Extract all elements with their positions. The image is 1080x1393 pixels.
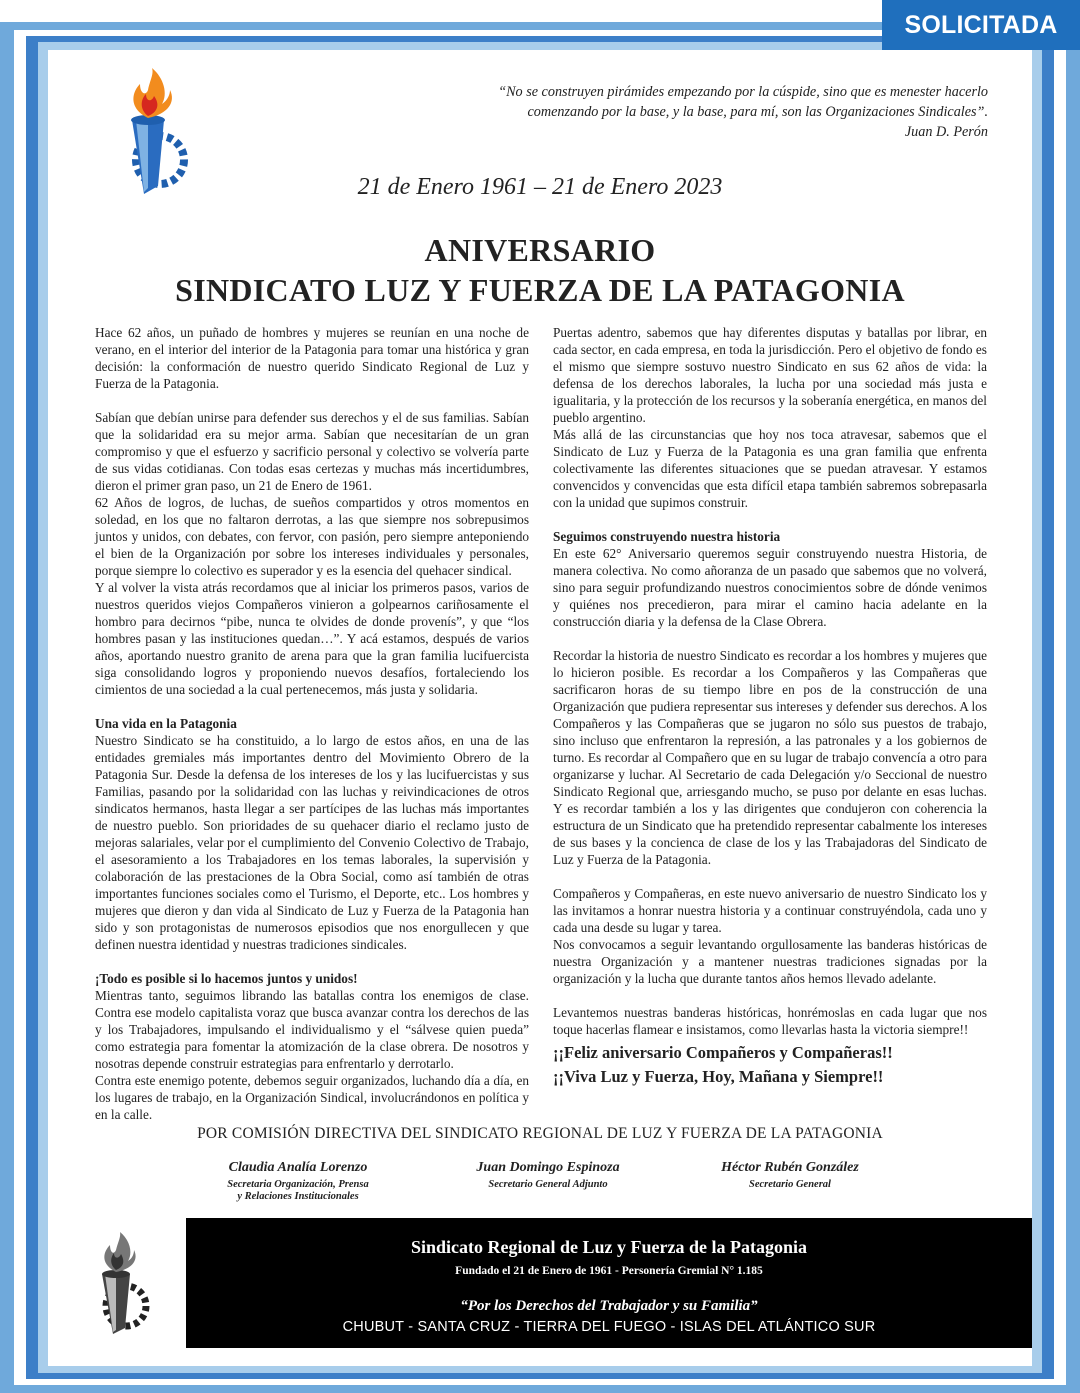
cheer-line-1: ¡¡Feliz aniversario Compañeros y Compañeras!! (553, 1043, 893, 1062)
signature-block (178, 1160, 418, 1203)
signatory-name: Juan Domingo Espinoza (476, 1160, 620, 1175)
commission-line: POR COMISIÓN DIRECTIVA DEL SINDICATO REGIONAL DE LUZ Y FUERZA DE LA PATAGONIA (197, 1125, 883, 1142)
quote-line-2: comenzando por la base, y la base, para mí, son las Organizaciones Sindicales”. (527, 104, 988, 120)
signatory-role: Secretaria Organización, Prensa (227, 1179, 369, 1190)
title-line-2: SINDICATO LUZ Y FUERZA DE LA PATAGONIA (175, 272, 905, 308)
section-heading: ¡Todo es posible si lo hacemos juntos y unidos! (95, 971, 358, 986)
paragraph: Sabían que debían unirse para defender sus derechos y el de sus familias. Sabían que la solidaridad era su mejor arma. Sabían que necesitarían de un gran compromiso y que el esfuerzo y sacrificio personal y colectivo se volvería parte de sus vidas cotidianas. Con todas esas certezas y muchas más incertidumbres, dieron el primer gran paso, un 21 de Enero de 1961. (95, 410, 529, 493)
footer-title: Sindicato Regional de Luz y Fuerza de la Patagonia (411, 1237, 807, 1257)
paragraph: Y al volver la vista atrás recordamos que al iniciar los primeros pasos, varios de nuestros queridos viejos Compañeros vinieron a golpearnos cariñosamente el hombro para decirnos “pibe, nunca te olvides de donde provenís”, y que “los hombres pasan y las instituciones quedan…”. Y acá estamos, después de varios años, aportando nuestro granito de arena para que la gran familia lucifuercista siga consolidando logros y proponiendo nuevos desafíos, fortaleciendo los cimientos de una sociedad a la cual pertenecemos, más justa y solidaria. (95, 580, 529, 697)
signatory-name: Héctor Rubén González (721, 1160, 859, 1175)
paragraph: Mientras tanto, seguimos librando las batallas contra los enemigos de clase. Contra ese modelo capitalista voraz que busca avanzar contra los derechos de las y los Trabajadores, impulsando el individualismo y el “sálvese quien pueda” como estrategia para fomentar la atomización de la clase obrera. De nosotros y nosotras depende construir estrategias para enfrentarlo y derrotarlo. (95, 988, 529, 1071)
paragraph: Levantemos nuestras banderas históricas, honrémoslas en cada lugar que nos toque hacerlas flamear e insistamos, como llevarlas hasta la victoria siempre!! (553, 1005, 987, 1037)
signatory-role: Secretario General Adjunto (488, 1179, 608, 1190)
footer-subtitle: Fundado el 21 de Enero de 1961 - Personería Gremial N° 1.185 (455, 1265, 763, 1277)
paragraph: Nuestro Sindicato se ha constituido, a lo largo de estos años, en una de las entidades gremiales más importantes dentro del Movimiento Obrero de la Patagonia Sur. Desde la defensa de los intereses de los y las lucifuercistas y sus Familias, pasando por la solidaridad con las luchas y reivindicaciones de otros sindicatos hermanos, hasta llegar a ser partícipes de las luchas más importantes de nuestro pueblo. Son prioridades de su quehacer diario el reclamo justo de mejoras salariales, velar por el cumplimiento del Convenio Colectivo de Trabajo, el asesoramiento a los Trabajadores en los temas laborales, la supervisión y colaboración de las prestaciones de la Obra Social, como así también de otras importantes funciones sociales como el Turismo, el Deporte, etc.. Los hombres y mujeres que dieron y dan vida al Sindicato de Luz y Fuerza de la Patagonia han sido y son protagonistas de numerosos episodios que nos enorgullecen y que definen nuestra identidad y nuestras tradiciones sindicales. (95, 733, 529, 952)
solicitada-tag: SOLICITADA (882, 0, 1080, 50)
union-torch-logo-small-icon (92, 1232, 152, 1338)
paragraph: Recordar la historia de nuestro Sindicato es recordar a los hombres y mujeres que lo hicieron posible. Es recordar a los Compañeros y las Compañeras que sacrificaron horas de su tiempo libre en pos de la construcción de una Organización que pudiera representar sus intereses y defender sus derechos. A los Compañeros y las Compañeras que se jugaron no sólo sus puestos de trabajo, sino incluso que enfrentaron la represión, a las patronales y a los gobiernos de turno. Es recordar al Compañero que en su lugar de trabajo convencía a otro para organizarse y luchar. Al Secretario de cada Delegación y/o Seccional de nuestro Sindicato Regional que, arriesgando mucho, se puso por delante en esas luchas. Y es recordar también a los y las dirigentes que condujeron con coherencia la estructura de un Sindicato que ha pretendido representar cabalmente los intereses de sus bases y la concienca de clase de los y las Trabajadoras del Sindicato de Luz y Fuerza de la Patagonia. (553, 648, 987, 867)
paragraph: Hace 62 años, un puñado de hombres y mujeres se reunían en una noche de verano, en el interior del interior de la Patagonia para tomar una histórica y gran decisión: la conformación de nuestro querido Sindicato Regional de Luz y Fuerza de la Patagonia. (95, 325, 529, 391)
paragraph: En este 62° Aniversario queremos seguir construyendo nuestra Historia, de manera colectiva. No como añoranza de un pasado que sabemos que no volverá, sino para seguir profundizando nuestros conocimientos sobre de dónde venimos y quiénes nos precedieron, para mirar el camino hacia adelante en la construcción diaria y la defensa de la Clase Obrera. (553, 546, 987, 629)
section-heading: Seguimos construyendo nuestra historia (553, 529, 781, 544)
title-line-1: ANIVERSARIO (424, 232, 656, 268)
paragraph: Puertas adentro, sabemos que hay diferentes disputas y batallas por librar, en cada sector, en cada empresa, en toda la jurisdicción. Pero el objetivo de fondo es el mismo que siempre sostuvo nuestro Sindicato en sus 62 años de vida: la defensa de los derechos laborales, la lucha por una sociedad más justa e igualitaria, y la protección de los recursos y la soberanía energética, en manos del pueblo argentino. (553, 325, 987, 425)
paragraph: Nos convocamos a seguir levantando orgullosamente las banderas históricas de nuestra Organización y a mantener nuestras tradiciones signadas por la organización y la lucha que durante tantos años hemos llevado adelante. (553, 937, 987, 986)
paragraph: Más allá de las circunstancias que hoy nos toca atravesar, sabemos que el Sindicato de Luz y Fuerza de la Patagonia es una gran familia que enfrenta colectivamente las diferentes situaciones que se puedan atravesar. Y estamos convencidos y convencidas que esta difícil etapa también sabremos sobrepasarla con la unidad que supimos construir. (553, 427, 987, 510)
signature-block (428, 1160, 668, 1191)
footer-provinces: CHUBUT - SANTA CRUZ - TIERRA DEL FUEGO - ISLAS DEL ATLÁNTICO SUR (342, 1319, 876, 1335)
quote-author: Juan D. Perón (904, 124, 988, 140)
closing-cheer (553, 1041, 987, 1089)
peron-quote (440, 82, 988, 142)
article-column-left (95, 324, 529, 1123)
section-heading: Una vida en la Patagonia (95, 716, 237, 731)
signatory-role: Secretario General (749, 1179, 831, 1190)
paragraph: Compañeros y Compañeras, en este nuevo aniversario de nuestro Sindicato los y las invitamos a honrar nuestra historia y a continuar construyéndola, cada uno y cada una desde su lugar y tarea. (553, 886, 987, 935)
quote-line-1: “No se construyen pirámides empezando por la cúspide, sino que es menester hacerlo (498, 84, 988, 100)
footer-banner (186, 1218, 1032, 1348)
article-column-right (553, 324, 987, 1038)
anniversary-dates: 21 de Enero 1961 – 21 de Enero 2023 (357, 174, 723, 200)
signature-block (670, 1160, 910, 1191)
page-title (0, 230, 1080, 310)
signatory-name: Claudia Analía Lorenzo (228, 1160, 368, 1175)
paragraph: 62 Años de logros, de luchas, de sueños compartidos y otros momentos en soledad, en los que no faltaron derrotas, a las que siempre nos sobrepusimos juntos y unidos, con debates, con fervor, con pasión, pero siempre anteponiendo el bien de la Organización por sobre los intereses individuales y personales, porque siempre lo colectivo es superador y es la esencia del quehacer sindical. (95, 495, 529, 578)
cheer-line-2: ¡¡Viva Luz y Fuerza, Hoy, Mañana y Siempre!! (553, 1067, 884, 1086)
paragraph: Contra este enemigo potente, debemos seguir organizados, luchando día a día, en los lugares de trabajo, en la Organización Sindical, involucrándonos en política y en la calle. (95, 1073, 529, 1122)
signatory-role: y Relaciones Institucionales (237, 1191, 359, 1202)
footer-motto: “Por los Derechos del Trabajador y su Familia” (460, 1298, 758, 1314)
